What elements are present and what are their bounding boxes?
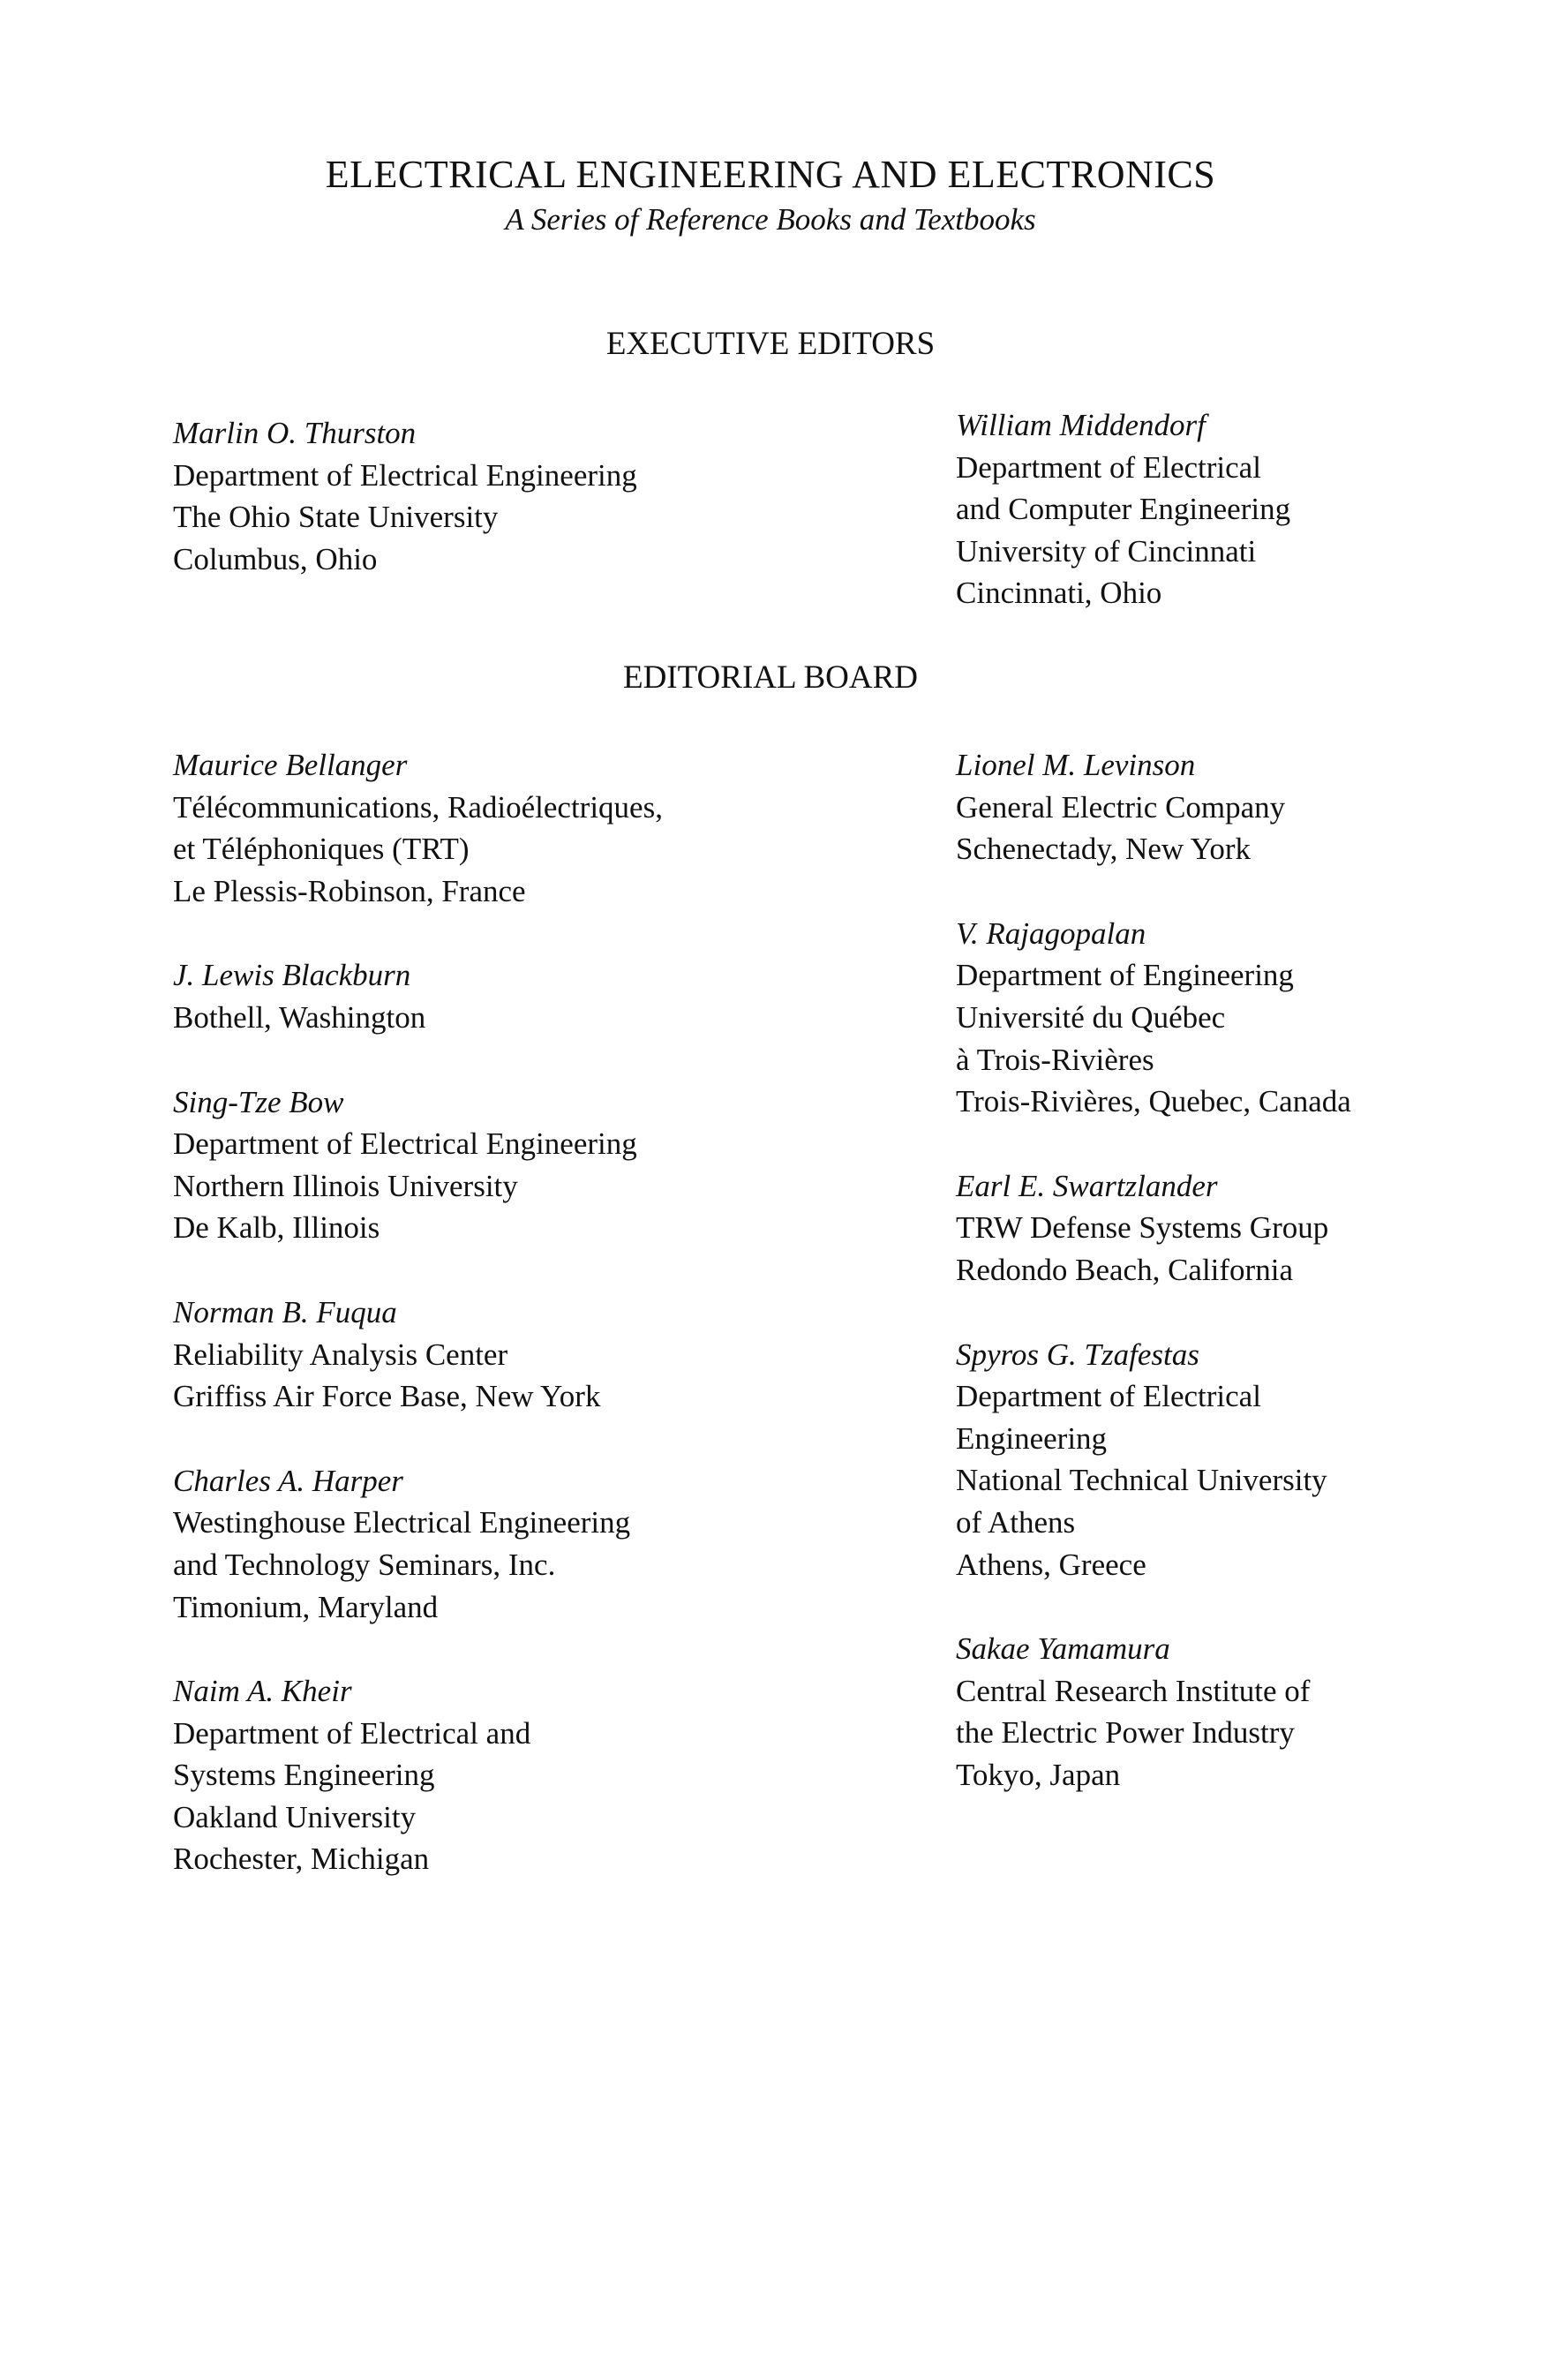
affiliation-line: Griffiss Air Force Base, New York bbox=[173, 1379, 601, 1414]
executive-editor-right bbox=[956, 404, 1290, 614]
affiliation-line: Rochester, Michigan bbox=[173, 1841, 430, 1877]
affiliation-line: TRW Defense Systems Group bbox=[956, 1210, 1329, 1246]
affiliation-line: Oakland University bbox=[173, 1799, 417, 1834]
member-name: Earl E. Swartzlander bbox=[956, 1168, 1218, 1203]
board-member-entry bbox=[173, 1460, 844, 1628]
board-member-entry bbox=[956, 913, 1521, 1123]
editor-name: Marlin O. Thurston bbox=[173, 416, 417, 450]
affiliation-line: Schenectady, New York bbox=[956, 832, 1252, 867]
affiliation-line: Department of Electrical Engineering bbox=[173, 457, 637, 493]
board-member-entry bbox=[956, 1334, 1521, 1586]
affiliation-line: Columbus, Ohio bbox=[173, 541, 378, 576]
member-name: Spyros G. Tzafestas bbox=[956, 1337, 1199, 1372]
affiliation-line: Télécommunications, Radioélectriques, bbox=[173, 789, 663, 825]
board-member-entry bbox=[173, 954, 844, 1038]
affiliation-line: of Athens bbox=[956, 1504, 1076, 1540]
member-name: Norman B. Fuqua bbox=[173, 1294, 397, 1329]
affiliation-line: Timonium, Maryland bbox=[173, 1589, 439, 1624]
affiliation-line: Le Plessis-Robinson, France bbox=[173, 873, 526, 908]
editor-name: William Middendorf bbox=[956, 408, 1206, 442]
board-member-entry bbox=[956, 1165, 1521, 1292]
affiliation-line: De Kalb, Illinois bbox=[173, 1210, 380, 1246]
board-member-entry bbox=[173, 1081, 844, 1249]
affiliation-line: Reliability Analysis Center bbox=[173, 1337, 508, 1372]
affiliation-line: Westinghouse Electrical Engineering bbox=[173, 1505, 631, 1540]
editorial-board-left-column bbox=[173, 744, 844, 1880]
executive-editor-left bbox=[173, 412, 637, 580]
affiliation-line: Tokyo, Japan bbox=[956, 1757, 1121, 1792]
affiliation-line: Athens, Greece bbox=[956, 1547, 1146, 1582]
affiliation-line: Cincinnati, Ohio bbox=[956, 576, 1162, 611]
affiliation-line: General Electric Company bbox=[956, 789, 1286, 825]
affiliation-line: Université du Québec bbox=[956, 999, 1226, 1035]
affiliation-line: Northern Illinois University bbox=[173, 1168, 518, 1203]
affiliation-line: The Ohio State University bbox=[173, 500, 499, 535]
affiliation-line: National Technical University bbox=[956, 1463, 1327, 1498]
member-name: Naim A. Kheir bbox=[173, 1674, 352, 1709]
affiliation-line: Trois-Rivières, Quebec, Canada bbox=[956, 1084, 1351, 1119]
affiliation-line: à Trois-Rivières bbox=[956, 1042, 1154, 1077]
editorial-board-right-column bbox=[956, 744, 1521, 1796]
affiliation-line: Department of Electrical and bbox=[173, 1715, 531, 1751]
affiliation-line: et Téléphoniques (TRT) bbox=[173, 832, 470, 867]
affiliation-line: Department of Electrical Engineering bbox=[173, 1126, 637, 1162]
affiliation-line: Department of Electrical bbox=[956, 1379, 1261, 1414]
affiliation-line: Systems Engineering bbox=[173, 1758, 435, 1793]
executive-editors-heading: EXECUTIVE EDITORS bbox=[605, 326, 936, 362]
member-name: Sing-Tze Bow bbox=[173, 1084, 344, 1119]
affiliation-line: Engineering bbox=[956, 1420, 1108, 1456]
member-name: Sakae Yamamura bbox=[956, 1631, 1170, 1667]
affiliation-line: Redondo Beach, California bbox=[956, 1252, 1293, 1287]
affiliation-line: the Electric Power Industry bbox=[956, 1715, 1295, 1751]
affiliation-line: University of Cincinnati bbox=[956, 533, 1257, 569]
board-member-entry bbox=[956, 744, 1521, 870]
affiliation-line: and Technology Seminars, Inc. bbox=[173, 1547, 556, 1582]
board-member-entry bbox=[173, 744, 844, 912]
board-member-entry bbox=[956, 1628, 1521, 1796]
affiliation-line: Central Research Institute of bbox=[956, 1673, 1311, 1708]
editorial-board-heading: EDITORIAL BOARD bbox=[622, 659, 918, 696]
series-subtitle: A Series of Reference Books and Textbooks bbox=[505, 202, 1036, 237]
member-name: J. Lewis Blackburn bbox=[173, 958, 411, 993]
member-name: Maurice Bellanger bbox=[173, 748, 408, 782]
affiliation-line: and Computer Engineering bbox=[956, 492, 1291, 527]
member-name: Lionel M. Levinson bbox=[956, 748, 1196, 782]
board-member-entry bbox=[173, 1670, 844, 1880]
member-name: Charles A. Harper bbox=[173, 1463, 403, 1498]
series-title: ELECTRICAL ENGINEERING AND ELECTRONICS bbox=[325, 153, 1216, 196]
member-name: V. Rajagopalan bbox=[956, 915, 1146, 951]
affiliation-line: Department of Engineering bbox=[956, 958, 1294, 993]
board-member-entry bbox=[173, 1292, 844, 1418]
affiliation-line: Department of Electrical bbox=[956, 449, 1261, 485]
affiliation-line: Bothell, Washington bbox=[173, 999, 426, 1035]
